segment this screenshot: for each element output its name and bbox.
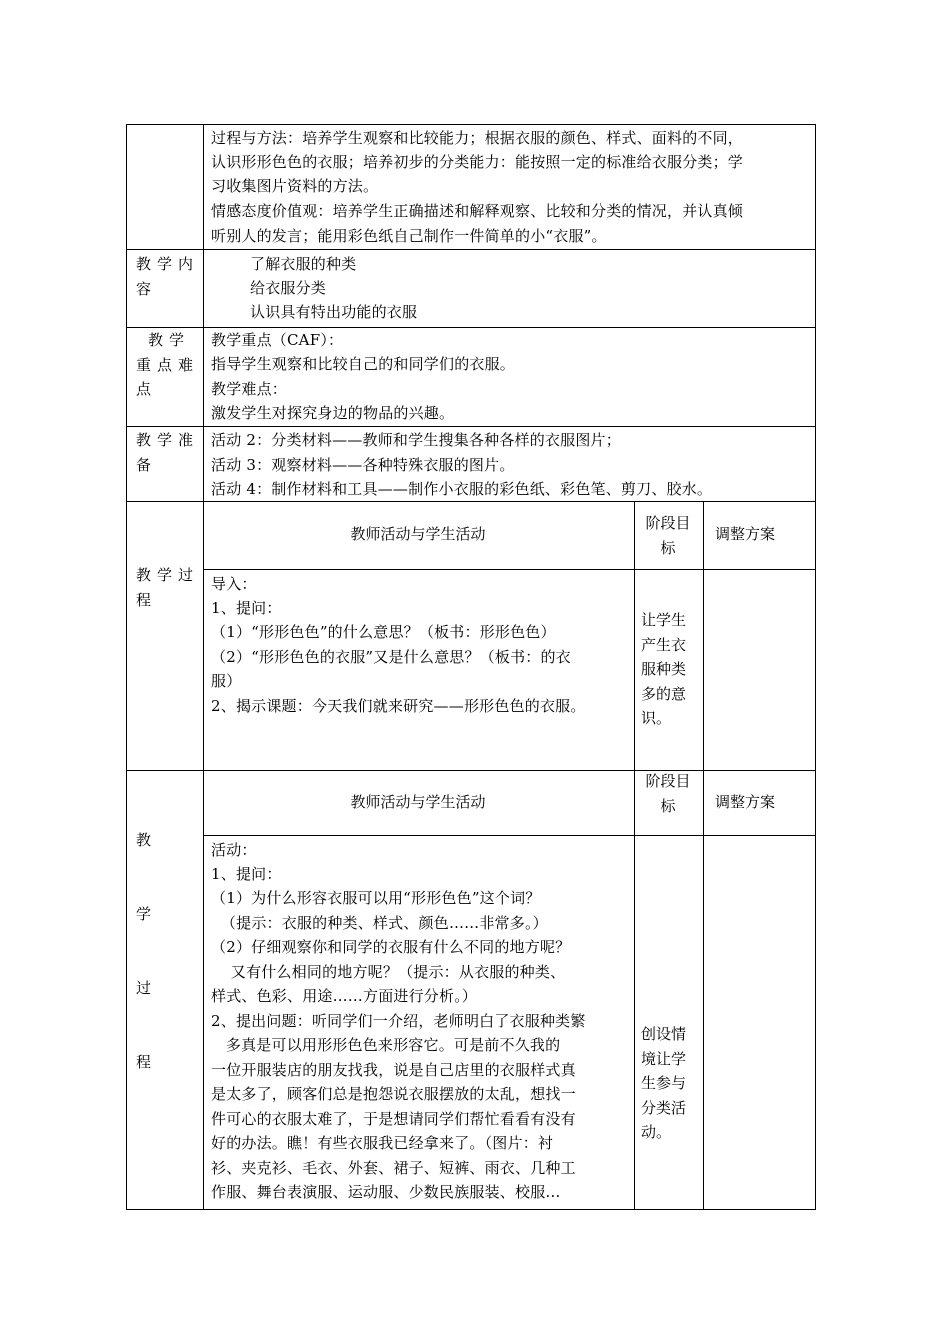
objectives-line: 习收集图片资料的方法。: [211, 177, 379, 195]
row-divider: [127, 249, 815, 250]
col-divider: [203, 125, 204, 1209]
objectives-line: 听别人的发言；能用彩色纸自己制作一件简单的小“衣服”。: [211, 227, 607, 245]
row-divider: [127, 426, 815, 427]
key-points-line: 教学难点：: [211, 380, 288, 398]
goal-header: 阶段目 标: [645, 772, 691, 815]
preparation-line: 活动 2：分类材料——教师和学生搜集各种各样的衣服图片；: [211, 431, 621, 449]
content-item: 认识具有特出功能的衣服: [250, 303, 418, 321]
key-points-label: 教学 重点难 点: [136, 331, 200, 398]
process1-line: （2）“形形色色的衣服”又是什么意思？（板书：的衣: [211, 648, 571, 666]
preparation-label: 教学准 备: [136, 431, 200, 474]
content-label: 教学内 容: [136, 255, 200, 298]
content-item: 给衣服分类: [250, 279, 327, 297]
col-divider: [703, 770, 704, 1209]
process1-line: 2、揭示课题：今天我们就来研究——形形色色的衣服。: [211, 697, 586, 715]
preparation-line: 活动 3：观察材料——各种特殊衣服的图片。: [211, 456, 515, 474]
row-divider: [127, 770, 815, 771]
process2-line: 样式、色彩、用途……方面进行分析。）: [211, 987, 478, 1005]
goal-header: 阶段目 标: [645, 514, 691, 557]
objectives-line: 认识形形色色的衣服；培养初步的分类能力：能按照一定的标准给衣服分类；学: [211, 153, 744, 171]
process2-line: （提示：衣服的种类、样式、颜色……非常多。）: [211, 914, 548, 932]
process2-line: 好的办法。瞧！有些衣服我已经拿来了。（图片：衬: [211, 1134, 554, 1152]
process1-line: 服）: [211, 672, 242, 690]
key-points-line: 激发学生对探究身边的物品的兴趣。: [211, 404, 455, 422]
objectives-line: 过程与方法：培养学生观察和比较能力；根据衣服的颜色、样式、面料的不同，: [211, 129, 744, 147]
objectives-line: 情感态度价值观：培养学生正确描述和解释观察、比较和分类的情况，并认真倾: [211, 202, 744, 220]
process1-label: 教学过 程: [136, 566, 200, 609]
process2-line: 一位开服装店的朋友找我，说是自己店里的衣服样式真: [211, 1061, 576, 1079]
adjust-header: 调整方案: [714, 793, 775, 811]
col-divider: [634, 770, 635, 1209]
adjust-header: 调整方案: [714, 525, 775, 543]
process2-line: 件可心的衣服太难了，于是想请同学们帮忙看看有没有: [211, 1110, 576, 1128]
row-divider: [203, 835, 815, 836]
process2-line: 2、提出问题：听同学们一介绍，老师明白了衣服种类繁: [211, 1012, 586, 1030]
process2-line: 衫、夹克衫、毛衣、外套、裙子、短裤、雨衣、几种工: [211, 1159, 576, 1177]
process1-line: （1）“形形色色”的什么意思？（板书：形形色色）: [211, 623, 556, 641]
row-divider: [203, 569, 815, 570]
activity-header: 教师活动与学生活动: [350, 793, 486, 811]
process2-line: 又有什么相同的地方呢？（提示：从衣服的种类、: [211, 963, 566, 981]
process2-goal: 创设情 境让学 生参与 分类活 动。: [641, 1025, 687, 1141]
process1-goal: 让学生 产生衣 服种类 多的意 识。: [641, 611, 687, 727]
key-points-line: 指导学生观察和比较自己的和同学们的衣服。: [211, 355, 516, 373]
process2-line: 1、提问：: [211, 865, 282, 883]
process2-label: 教 学 过 程: [136, 831, 152, 1071]
process2-line: 作服、舞台表演服、运动服、少数民族服装、校服…: [211, 1183, 561, 1201]
activity-header: 教师活动与学生活动: [350, 525, 486, 543]
preparation-line: 活动 4：制作材料和工具——制作小衣服的彩色纸、彩色笔、剪刀、胶水。: [211, 480, 713, 498]
process2-line: 多真是可以用形形色色来形容它。可是前不久我的: [211, 1036, 561, 1054]
content-item: 了解衣服的种类: [250, 255, 357, 273]
process1-line: 1、提问：: [211, 599, 282, 617]
key-points-line: 教学重点（CAF）：: [211, 331, 344, 349]
process2-line: 是太多了，顾客们总是抱怨说衣服摆放的太乱，想找一: [211, 1085, 576, 1103]
process2-line: 活动：: [211, 841, 257, 859]
process2-line: （2）仔细观察你和同学的衣服有什么不同的地方呢？: [211, 938, 571, 956]
process1-line: 导入：: [211, 575, 257, 593]
process2-line: （1）为什么形容衣服可以用“形形色色”这个词？: [211, 889, 541, 907]
